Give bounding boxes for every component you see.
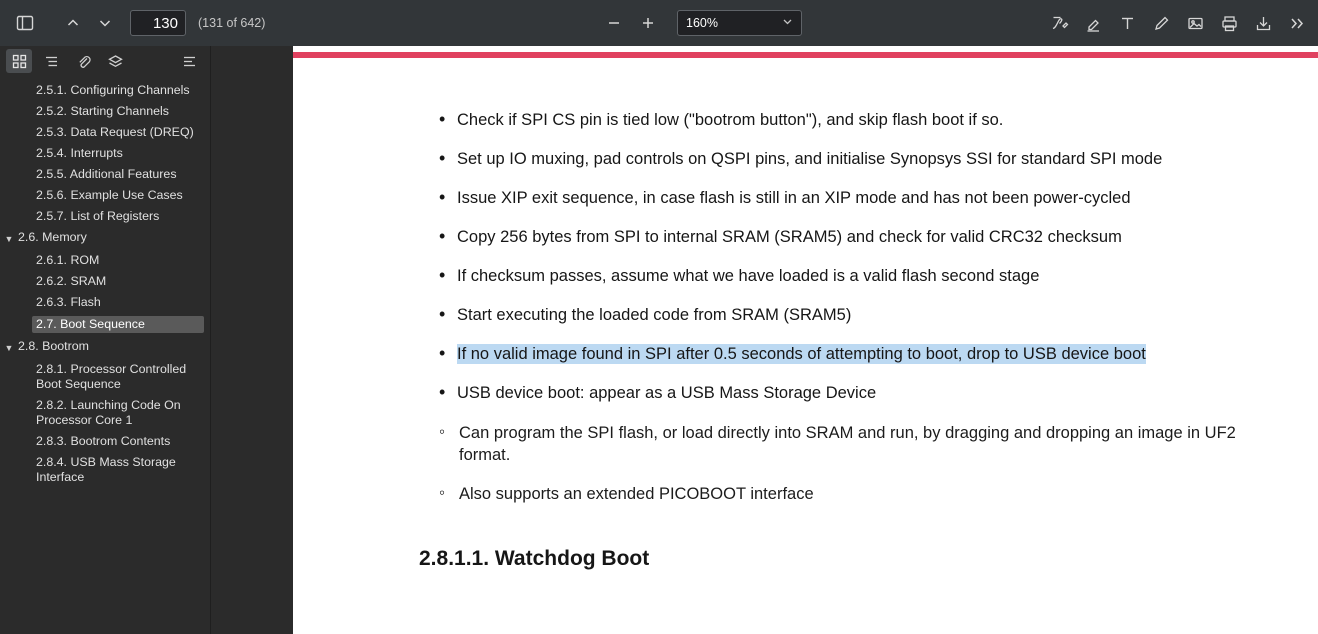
- outline-tab[interactable]: [38, 49, 64, 73]
- print-icon[interactable]: [1214, 8, 1244, 38]
- draw-signature-icon[interactable]: [1044, 8, 1074, 38]
- highlighted-text: If no valid image found in SPI after 0.5 seconds of attempting to boot, drop to USB device boot: [457, 345, 1146, 363]
- page-navigation: [58, 8, 265, 38]
- document-viewer[interactable]: [211, 46, 1318, 634]
- outline-item-label: 2.5.3. Data Request (DREQ): [36, 125, 194, 139]
- bullet-text: Copy 256 bytes from SPI to internal SRAM (SRAM5) and check for valid CRC32 checksum: [457, 228, 1122, 246]
- outline-item-label: 2.8.2. Launching Code On Processor Core 1: [36, 398, 181, 427]
- bullet-text: If checksum passes, assume what we have loaded is a valid flash second stage: [457, 267, 1040, 285]
- thumbnails-tab[interactable]: [6, 49, 32, 73]
- text-icon[interactable]: [1112, 8, 1142, 38]
- sidebar-toggle-button[interactable]: [10, 8, 40, 38]
- next-page-button[interactable]: [90, 8, 120, 38]
- draw-icon[interactable]: [1146, 8, 1176, 38]
- bullet-text: USB device boot: appear as a USB Mass Storage Device: [457, 384, 877, 402]
- image-icon[interactable]: [1180, 8, 1210, 38]
- outline-list[interactable]: [0, 76, 210, 634]
- outline-item[interactable]: [0, 185, 210, 206]
- save-icon[interactable]: [1248, 8, 1278, 38]
- outline-item[interactable]: [0, 292, 210, 313]
- outline-item-label: 2.5.1. Configuring Channels: [36, 83, 190, 97]
- more-tools-icon[interactable]: [1282, 8, 1312, 38]
- document-sub-bullet: ◦ Can program the SPI flash, or load directly into SRAM and run, by dragging and dropping an image in UF2 format.: [419, 422, 1288, 466]
- page-number-input[interactable]: [130, 10, 186, 36]
- outline-spacer: [0, 316, 18, 318]
- zoom-in-button[interactable]: [633, 8, 663, 38]
- toolbar-tools: [1044, 8, 1312, 38]
- outline-item[interactable]: [0, 122, 210, 143]
- zoom-level-value: 160%: [686, 16, 718, 30]
- outline-item[interactable]: [0, 80, 210, 101]
- page-count-label: (131 of 642): [198, 16, 266, 30]
- bullet-text: Start executing the loaded code from SRAM (SRAM5): [457, 306, 852, 324]
- outline-item[interactable]: [0, 359, 210, 395]
- zoom-controls: [599, 8, 802, 38]
- document-bullet: [419, 188, 1288, 209]
- outline-item-label: 2.5.5. Additional Features: [36, 167, 177, 181]
- toolbar: [0, 0, 1318, 46]
- outline-item[interactable]: [0, 143, 210, 164]
- outline-options-icon[interactable]: [176, 49, 202, 73]
- outline-item-label: 2.5.6. Example Use Cases: [36, 188, 183, 202]
- layers-tab[interactable]: [102, 49, 128, 73]
- sub-bullet-list: [419, 422, 1288, 505]
- document-bullet: [419, 149, 1288, 170]
- outline-item-label: 2.6.2. SRAM: [36, 274, 107, 288]
- chevron-down-icon[interactable]: ▼: [4, 234, 14, 244]
- page-content: [293, 58, 1318, 571]
- outline-item[interactable]: [0, 271, 210, 292]
- document-bullet: [419, 344, 1288, 365]
- attachment-tab[interactable]: [70, 49, 96, 73]
- pdf-page: [293, 46, 1318, 634]
- outline-item-label: 2.6.1. ROM: [36, 253, 100, 267]
- bullet-text: Set up IO muxing, pad controls on QSPI pins, and initialise Synopsys SSI for standard SPI mode: [457, 150, 1163, 168]
- document-bullet: [419, 227, 1288, 248]
- outline-item-label: 2.8. Bootrom: [18, 339, 89, 353]
- zoom-level-select[interactable]: [677, 10, 802, 36]
- outline-item[interactable]: [0, 227, 210, 250]
- document-bullet: [419, 305, 1288, 326]
- outline-item-label: 2.5.2. Starting Channels: [36, 104, 169, 118]
- outline-item[interactable]: [0, 101, 210, 122]
- outline-item-label: 2.5.4. Interrupts: [36, 146, 123, 160]
- document-bullet: [419, 266, 1288, 287]
- outline-item[interactable]: [0, 336, 210, 359]
- outline-item[interactable]: [0, 431, 210, 452]
- outline-item-label: 2.7. Boot Sequence: [32, 316, 204, 333]
- outline-item-label: 2.6.3. Flash: [36, 295, 101, 309]
- bullet-list: [419, 110, 1288, 404]
- outline-item-label: 2.8.4. USB Mass Storage Interface: [36, 455, 176, 484]
- sidebar-tabs: [0, 46, 210, 76]
- page-section-heading: 2.8.1.1. Watchdog Boot: [419, 547, 650, 570]
- outline-item-label: 2.8.3. Bootrom Contents: [36, 434, 171, 448]
- document-bullet: [419, 383, 1288, 404]
- outline-item[interactable]: [0, 313, 210, 336]
- outline-item[interactable]: [0, 395, 210, 431]
- outline-item[interactable]: [0, 164, 210, 185]
- outline-item-label: 2.6. Memory: [18, 230, 87, 244]
- outline-item[interactable]: [0, 250, 210, 271]
- outline-item[interactable]: [0, 452, 210, 488]
- highlight-icon[interactable]: [1078, 8, 1108, 38]
- outline-item[interactable]: [0, 206, 210, 227]
- outline-item-label: 2.5.7. List of Registers: [36, 209, 160, 223]
- outline-item-label: 2.8.1. Processor Controlled Boot Sequence: [36, 362, 187, 391]
- main-area: [0, 46, 1318, 634]
- document-sub-bullet: ◦ Also supports an extended PICOBOOT interface: [419, 483, 1288, 505]
- previous-page-button[interactable]: [58, 8, 88, 38]
- bullet-text: Check if SPI CS pin is tied low ("bootrom button"), and skip flash boot if so.: [457, 111, 1004, 129]
- chevron-down-icon: [782, 16, 793, 30]
- chevron-down-icon[interactable]: ▼: [4, 343, 14, 353]
- document-bullet: [419, 110, 1288, 131]
- sidebar: [0, 46, 211, 634]
- bullet-text: Issue XIP exit sequence, in case flash is still in an XIP mode and has not been power-cycled: [457, 189, 1131, 207]
- zoom-out-button[interactable]: [599, 8, 629, 38]
